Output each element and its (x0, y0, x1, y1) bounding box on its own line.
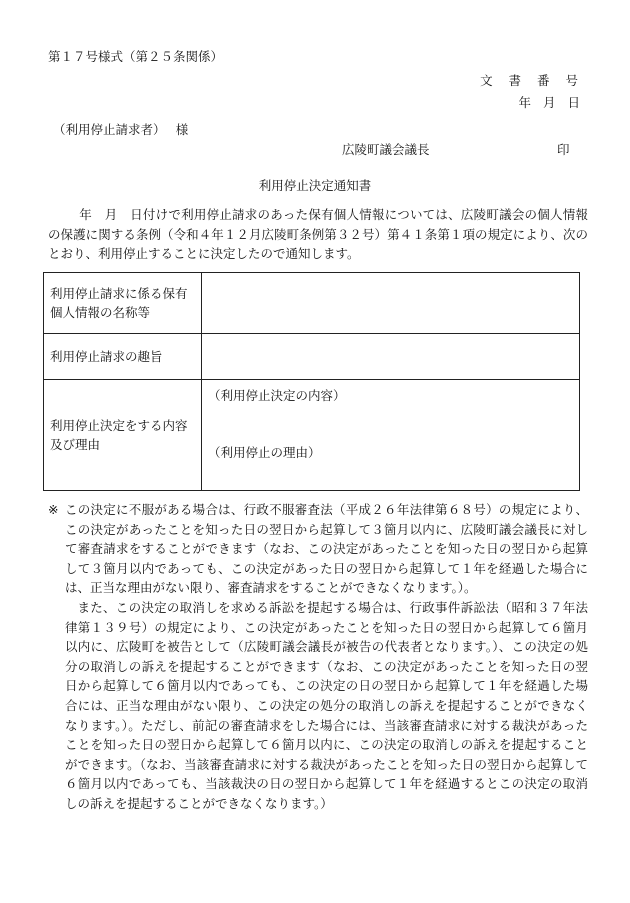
intro-paragraph: 年 月 日付けで利用停止請求のあった保有個人情報については、広陵町議会の個人情報の保護に関する条例（令和４年１２月広陵町条例第３２号）第４１条第１項の規定により、次のとおり、利用停止することに決定したので通知します。 (48, 207, 588, 261)
table-row (44, 273, 580, 334)
row-value-purpose (202, 334, 580, 380)
addressee: （利用停止請求者） 様 (53, 122, 189, 137)
date-label: 年 月 日 (518, 95, 584, 110)
seal-mark: 印 (557, 142, 570, 157)
row-label-purpose: 利用停止請求の趣旨 (44, 334, 202, 380)
table-row (44, 334, 580, 380)
row-value-decision (202, 380, 580, 491)
lawsuit-paragraph: また、この決定の取消しを求める訴訟を提起する場合は、行政事件訴訟法（昭和３７年法律第１３９号）の規定により、この決定があったことを知った日の翌日から起算して６箇月以内に、広陵町を被告として（広陵町議会議長が被告の代表者となります。）、この決定の処分の取消しの訴えを提起することができます（なお、この決定があったことを知った日の翌日から起算して６箇月以内であっても、この決定の日の翌日から起算して１年を経過した場合には、正当な理由がない限り、この決定の処分の取消しの訴えを提起することができなくなります。）。ただし、前記の審査請求をした場合には、当該審査請求に対する裁決があったことを知った日の翌日から起算して６箇月以内に、この決定の取消しの訴えを提起することができます。（なお、当該審査請求に対する裁決があったことを知った日の翌日から起算して６箇月以内であっても、当該裁決の日の翌日から起算して１年を経過するとこの決定の取消しの訴えを提起することができなくなります。） (65, 599, 588, 811)
decision-content-label: （利用停止決定の内容） (208, 388, 346, 403)
note-mark: ※ (48, 502, 59, 517)
row-label-decision: 利用停止決定をする内容及び理由 (44, 380, 202, 491)
decision-table (43, 272, 580, 491)
decision-reason-label: （利用停止の理由） (208, 445, 321, 460)
document-title: 利用停止決定通知書 (258, 178, 372, 193)
row-label-info-name: 利用停止請求に係る保有個人情報の名称等 (44, 273, 202, 334)
form-number: 第１７号様式（第２５条関係） (48, 49, 224, 64)
sender: 広陵町議会議長 (342, 142, 430, 157)
appeal-paragraph: この決定に不服がある場合は、行政不服審査法（平成２６年法律第６８号）の規定により、この決定があったことを知った日の翌日から起算して３箇月以内に、広陵町議会議長に対して審査請求をすることができます（なお、この決定があったことを知った日の翌日から起算して３箇月以内であっても、この決定があった日の翌日から起算して１年を経過した場合には、正当な理由がない限り、審査請求をすることができなくなります。）。 (65, 502, 588, 596)
appeal-notice (48, 500, 588, 814)
table-row (44, 380, 580, 491)
row-value-info-name (202, 273, 580, 334)
document-number-label: 文 書 番 号 (480, 73, 584, 88)
